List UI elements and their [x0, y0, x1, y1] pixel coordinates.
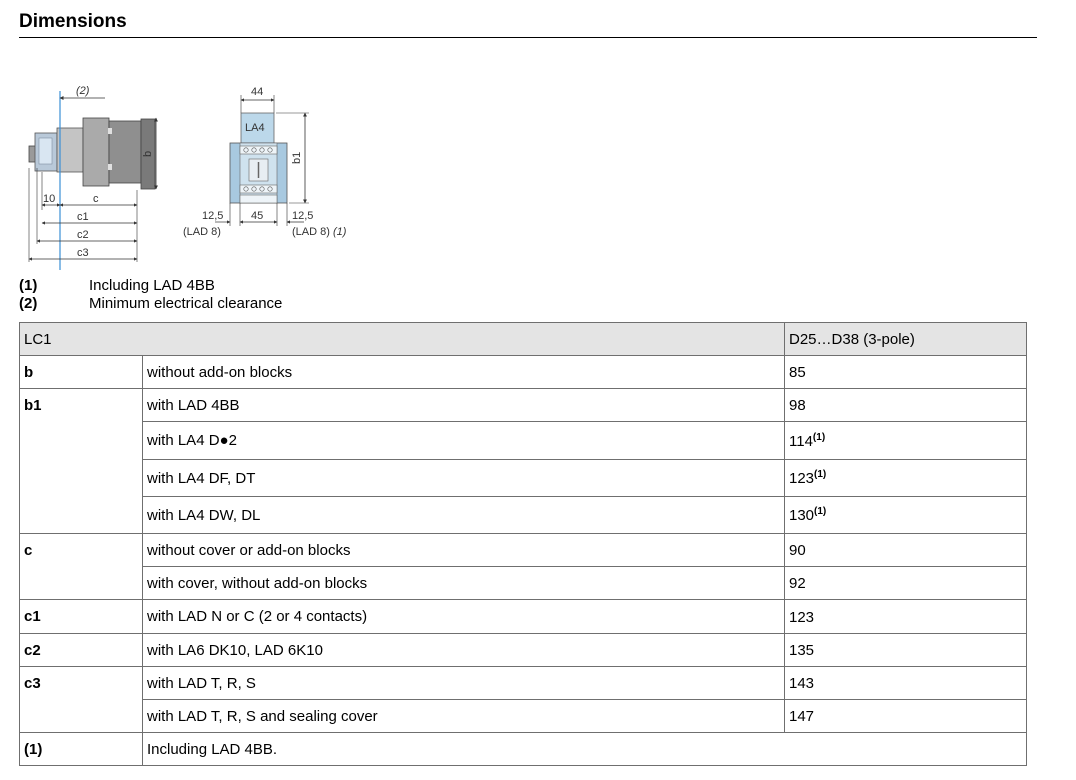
table-footer-row	[20, 733, 1027, 766]
page-title: Dimensions	[19, 11, 127, 32]
dimension-drawing	[0, 60, 400, 270]
title-rule	[19, 37, 1037, 38]
row-desc: with LAD T, R, S	[143, 667, 785, 700]
dim-label-c2: c2	[77, 229, 89, 241]
row-key: c2	[20, 634, 143, 667]
row-desc: with LA4 DF, DT	[143, 460, 785, 497]
row-value: 147	[785, 700, 1027, 733]
footer-text: Including LAD 4BB.	[143, 733, 1027, 766]
row-desc: with LAD T, R, S and sealing cover	[143, 700, 785, 733]
dim-label-left: 12,5	[202, 210, 224, 222]
front-view	[183, 86, 347, 238]
row-value: 123	[785, 600, 1027, 634]
row-desc: with LAD 4BB	[143, 389, 785, 422]
table-row	[20, 422, 1027, 460]
side-terminal	[108, 128, 112, 134]
row-desc: with LA4 DW, DL	[143, 497, 785, 534]
row-desc: with cover, without add-on blocks	[143, 567, 785, 600]
row-desc: without cover or add-on blocks	[143, 534, 785, 567]
row-value: 114$^{(1)}$	[785, 422, 1027, 460]
dimensions-table	[19, 322, 1027, 766]
dim-label-left-note: (LAD 8)	[183, 226, 221, 238]
dim-label-45: 45	[251, 210, 264, 222]
row-value: 85	[785, 356, 1027, 389]
clearance-label: (2)	[76, 85, 90, 97]
dim-label-right: 12,5	[292, 210, 314, 222]
table-row	[20, 460, 1027, 497]
dim-label-10: 10	[43, 193, 56, 205]
row-value: 90	[785, 534, 1027, 567]
footer-ref: (1)	[20, 733, 143, 766]
table-row	[20, 700, 1027, 733]
dim-label-c3: c3	[77, 247, 89, 259]
side-housing-mid	[83, 118, 109, 186]
side-coil-body	[109, 121, 141, 183]
footnotes	[19, 277, 282, 313]
row-desc: without add-on blocks	[143, 356, 785, 389]
footnote-text: Including LAD 4BB	[89, 277, 215, 294]
header-label: LC1	[20, 323, 785, 356]
dim-label-b1: b1	[291, 151, 303, 164]
dim-label-44: 44	[251, 86, 264, 98]
table-row	[20, 667, 1027, 700]
dim-label-right-note: (LAD 8) (1)	[292, 226, 347, 238]
dim-label-c1: c1	[77, 211, 89, 223]
row-key: c3	[20, 667, 143, 733]
footnote-ref: (1)	[19, 277, 38, 294]
side-addon-window	[39, 138, 52, 164]
row-desc: with LA4 D●2	[143, 422, 785, 460]
row-desc: with LA6 DK10, LAD 6K10	[143, 634, 785, 667]
terminal-strip-top	[240, 146, 277, 154]
side-view	[29, 85, 156, 270]
table-row	[20, 634, 1027, 667]
la4-block-label: LA4	[245, 122, 265, 134]
row-value: 135	[785, 634, 1027, 667]
row-desc: with LAD N or C (2 or 4 contacts)	[143, 600, 785, 634]
row-key: b1	[20, 389, 143, 534]
table-row	[20, 600, 1027, 634]
footnote-text: Minimum electrical clearance	[89, 295, 283, 312]
terminal-strip-bottom	[240, 185, 277, 193]
dim-label-c: c	[93, 193, 99, 205]
header-value: D25…D38 (3-pole)	[785, 323, 1027, 356]
row-key: b	[20, 356, 143, 389]
row-key: c	[20, 534, 143, 600]
dim-label-b: b	[142, 150, 154, 157]
table-row	[20, 356, 1027, 389]
row-value: 92	[785, 567, 1027, 600]
side-housing-front	[57, 128, 83, 172]
table-row	[20, 497, 1027, 534]
table-row	[20, 534, 1027, 567]
side-terminal	[108, 164, 112, 170]
row-value: 143	[785, 667, 1027, 700]
terminal-strip-base	[240, 195, 277, 203]
footnote	[19, 277, 282, 295]
footnote	[19, 295, 282, 313]
table-header-row	[20, 323, 1027, 356]
table-row	[20, 567, 1027, 600]
table-row	[20, 389, 1027, 422]
footnote-ref: (2)	[19, 295, 38, 312]
row-key: c1	[20, 600, 143, 634]
row-value: 98	[785, 389, 1027, 422]
row-value: 123$^{(1)}$	[785, 460, 1027, 497]
row-value: 130$^{(1)}$	[785, 497, 1027, 534]
